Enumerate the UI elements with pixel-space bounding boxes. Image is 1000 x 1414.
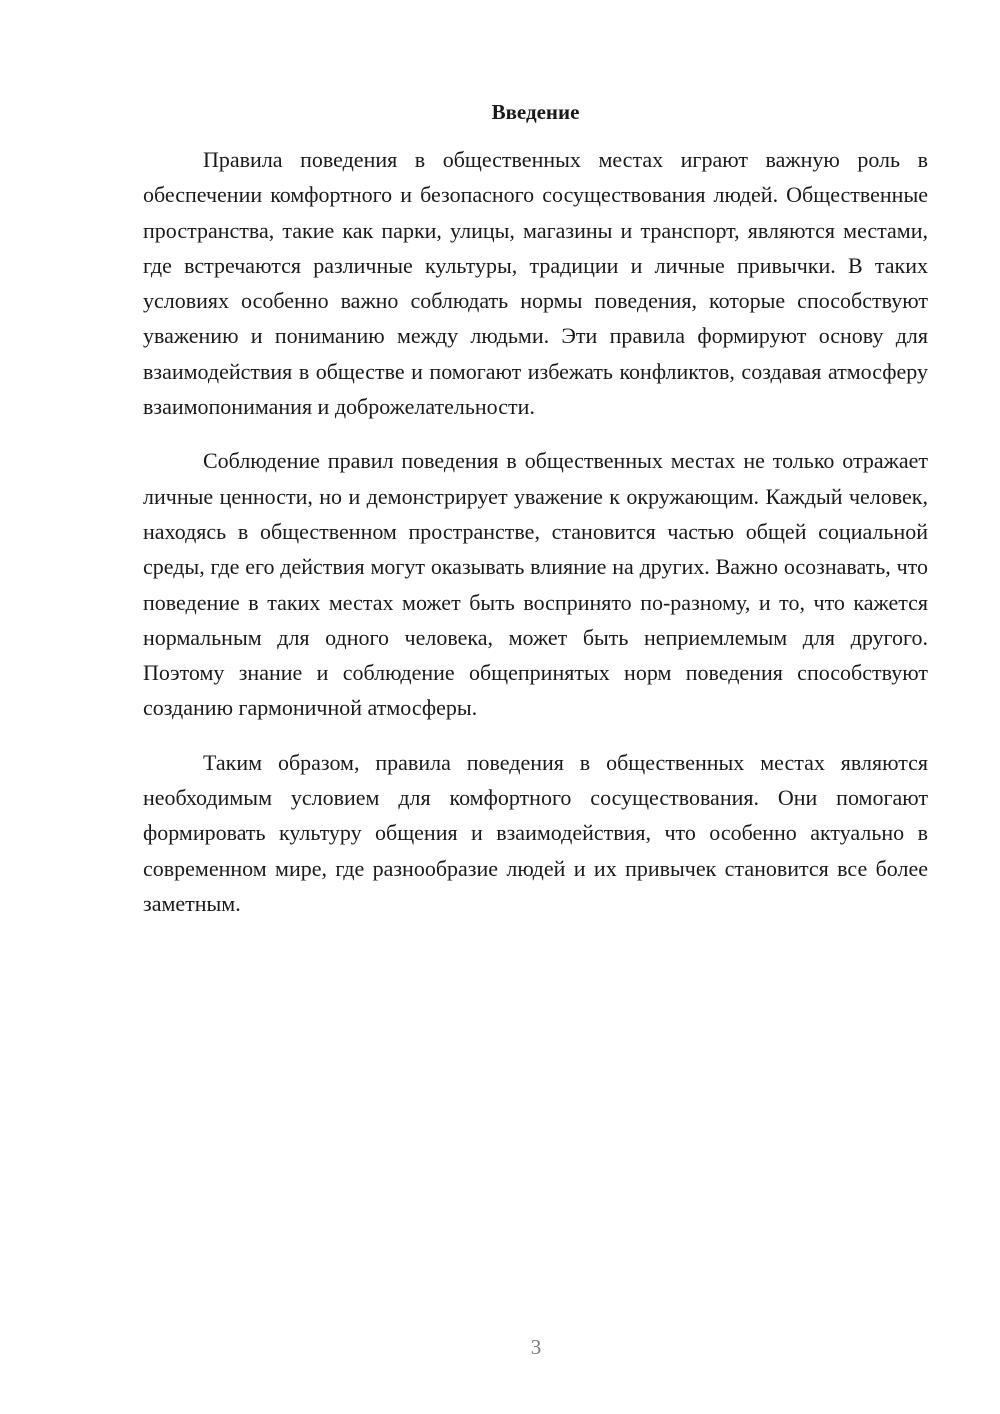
page-number: 3: [530, 1335, 542, 1359]
document-body: [143, 142, 928, 940]
section-title: Введение: [491, 100, 580, 124]
paragraph-1: Правила поведения в общественных местах играют важную роль в обеспечении комфортного и безопасного сосуществования людей. Общественные пространства, такие как парки, улицы, магазины и транспорт, являются местами, где встречаются различные культуры, традиции и личные привычки. В таких условиях особенно важно соблюдать нормы поведения, которые способствуют уважению и пониманию между людьми. Эти правила формируют основу для взаимодействия в обществе и помогают избежать конфликтов, создавая атмосферу взаимопонимания и доброжелательности.: [143, 147, 928, 420]
paragraph-2: Соблюдение правил поведения в общественных местах не только отражает личные ценности, но и демонстрирует уважение к окружающим. Каждый человек, находясь в общественном пространстве, становится частью общей социальной среды, где его действия могут оказывать влияние на других. Важно осознавать, что поведение в таких местах может быть воспринято по-разному, и то, что кажется нормальным для одного человека, может быть неприемлемым для другого. Поэтому знание и соблюдение общепринятых норм поведения способствуют созданию гармоничной атмосферы.: [143, 448, 928, 721]
paragraph-3: Таким образом, правила поведения в общественных местах являются необходимым условием для комфортного сосуществования. Они помогают формировать культуру общения и взаимодействия, что особенно актуально в современном мире, где разнообразие людей и их привычек становится все более заметным.: [143, 749, 928, 916]
